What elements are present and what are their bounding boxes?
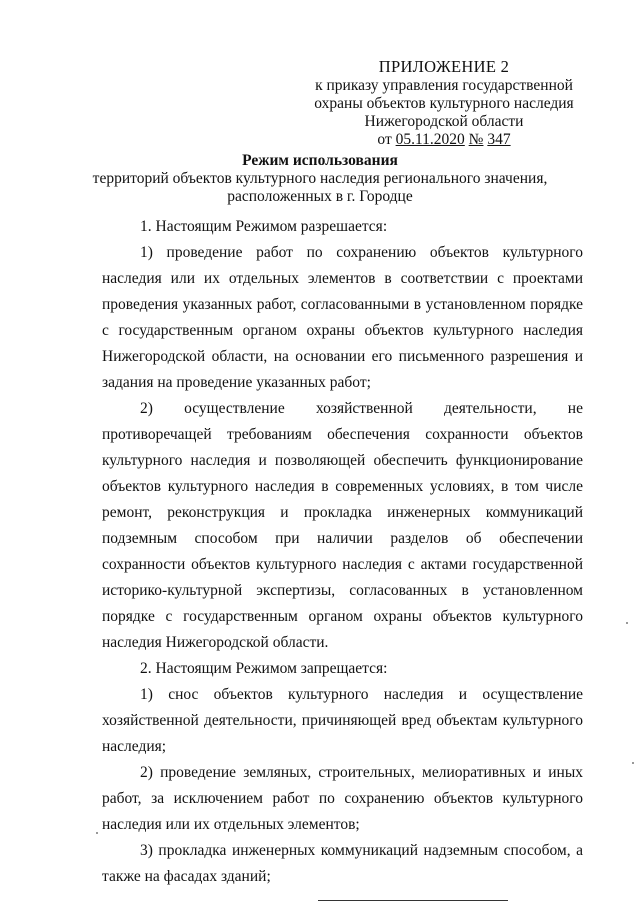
appendix-order-line-3: Нижегородской области xyxy=(364,113,524,130)
appendix-header xyxy=(304,58,584,149)
order-number: 347 xyxy=(487,131,511,148)
document-body xyxy=(102,214,583,890)
scan-speck xyxy=(626,622,628,624)
appendix-order-line-2: охраны объектов культурного наследия xyxy=(314,95,574,112)
number-sign: № xyxy=(468,131,484,148)
order-date: 05.11.2020 xyxy=(395,131,465,148)
paragraph-forbidden-2: 2) проведение земляных, строительных, мелиоративных и иных работ, за исключением работ по сохранению объектов культурного наследия или их отдельных элементов; xyxy=(102,764,583,833)
appendix-date-line xyxy=(304,131,584,149)
appendix-title: ПРИЛОЖЕНИЕ 2 xyxy=(378,57,510,76)
paragraph-allowed-2: 2) осуществление хозяйственной деятельности, не противоречащей требованиям обеспечения сохранности объектов культурного наследия и позволяющей обеспечить функционирование объектов культурного наследия в современных условиях, в том числе ремонт, реконструкция и прокладка инженерных коммуникаций подземным способом при наличии разделов об обеспечении сохранности объектов культурного наследия с актами государственной историко-культурной экспертизы, согласованных в установленном порядке с государственным органом охраны объектов культурного наследия Нижегородской области. xyxy=(102,400,583,651)
paragraph-forbidden-1: 1) снос объектов культурного наследия и осуществление хозяйственной деятельности, причиняющей вред объектам культурного наследия; xyxy=(102,686,583,755)
paragraph-allowed-1: 1) проведение работ по сохранению объектов культурного наследия или их отдельных элементов в соответствии с проектами проведения указанных работ, согласованными в установленном порядке с государственным органом охраны объектов культурного наследия Нижегородской области, на основании его письменного разрешения и задания на проведение указанных работ; xyxy=(102,244,583,391)
scan-speck xyxy=(632,762,634,764)
title-line-2: расположенных в г. Городце xyxy=(227,188,413,205)
paragraph-section-2: 2. Настоящим Режимом запрещается: xyxy=(140,660,388,677)
paragraph-forbidden-3: 3) прокладка инженерных коммуникаций надземным способом, а также на фасадах зданий; xyxy=(102,842,583,885)
paragraph-section-1: 1. Настоящим Режимом разрешается: xyxy=(140,218,388,235)
scan-bottom-edge xyxy=(318,900,508,901)
date-prefix: от xyxy=(377,131,392,148)
title-heading: Режим использования xyxy=(242,152,398,169)
document-title xyxy=(0,152,640,206)
title-line-1: территорий объектов культурного наследия регионального значения, xyxy=(92,170,548,187)
appendix-order-line-1: к приказу управления государственной xyxy=(315,77,573,94)
scan-speck xyxy=(96,832,98,834)
